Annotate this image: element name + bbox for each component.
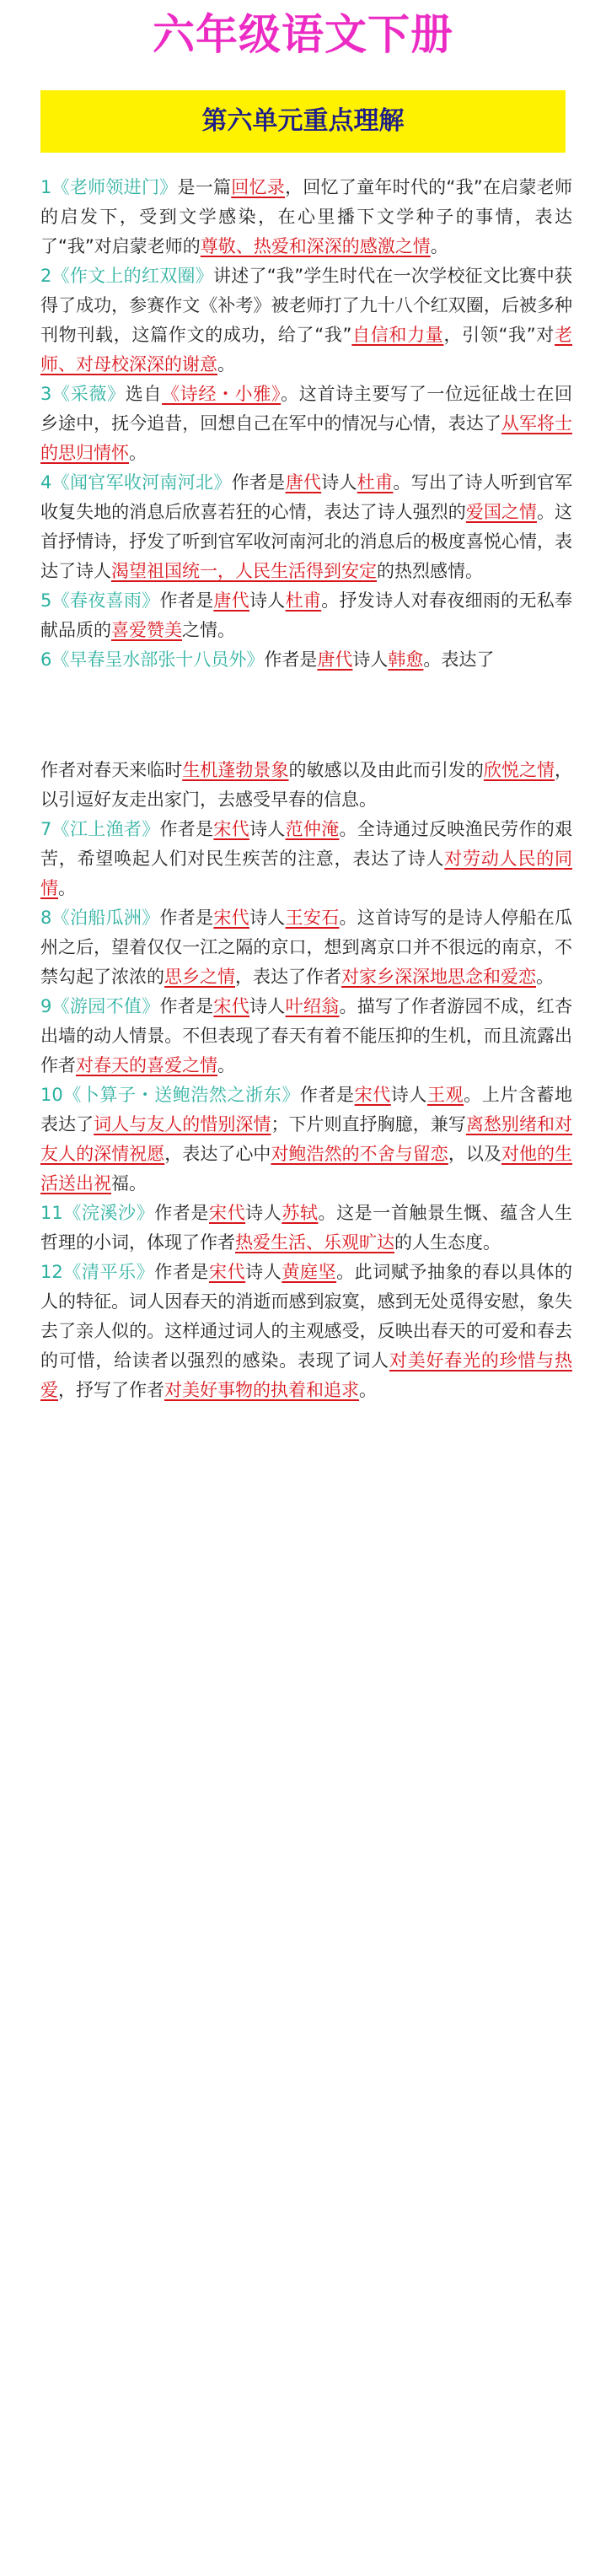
key-point: 范仲淹 <box>285 819 340 839</box>
body-text: 。表达了 <box>423 649 495 670</box>
body-text: 作者是 <box>159 908 214 928</box>
item-number: 5 <box>40 590 52 611</box>
body-text: 诗人 <box>321 472 357 493</box>
work-title: 《江上渔者》 <box>51 819 160 839</box>
work-title: 《老师领进门》 <box>51 177 178 197</box>
body-text: 福。 <box>111 1173 147 1194</box>
body-text: 。 <box>129 443 147 463</box>
key-point: 对鲍浩然的不舍与留恋 <box>271 1144 448 1164</box>
key-point: 杜甫 <box>357 472 394 493</box>
key-point: 自信和力量 <box>351 325 444 345</box>
body-text: 之情。 <box>182 620 235 640</box>
item-number: 2 <box>40 266 52 286</box>
key-point: 王观 <box>426 1085 464 1105</box>
body-text: 的敏感以及由此而引发的 <box>288 760 484 780</box>
body-text: 。写出了诗人听到官军收复失地的消息后欣喜若狂的心情，表达了诗人强烈的 <box>40 472 573 522</box>
key-point: 渴望祖国统一，人民生活得到安定 <box>111 561 377 581</box>
body-text: 。 <box>217 1055 235 1075</box>
key-point: 热爱生活、乐观旷达 <box>235 1232 394 1253</box>
note-paragraph <box>40 903 572 992</box>
body-text: 作者是 <box>299 1085 355 1105</box>
body-text: 作者是 <box>154 1203 209 1223</box>
item-number: 9 <box>40 996 52 1016</box>
body-text: 诗人 <box>249 908 286 928</box>
key-point: 离愁别绪和对友人的深情祝愿 <box>40 1114 573 1164</box>
key-point: 韩愈 <box>388 649 424 670</box>
body-text: 诗人 <box>245 1203 282 1223</box>
key-point: 对美好春光的珍惜与热爱 <box>40 1350 573 1400</box>
work-title: 《卜算子・送鲍浩然之浙东》 <box>62 1085 300 1105</box>
note-paragraph <box>40 1081 572 1199</box>
body-text: 。这首诗写的是诗人停船在瓜州之后，望着仅仅一江之隔的京口，想到离京口并不很远的南京，不禁勾起了浓浓的 <box>40 908 573 987</box>
note-paragraph <box>40 586 572 645</box>
item-number: 6 <box>40 649 52 670</box>
item-number: 10 <box>40 1085 63 1105</box>
key-point: 唐代 <box>285 472 322 493</box>
item-number: 3 <box>40 384 52 404</box>
note-paragraph <box>40 261 572 380</box>
key-point: 唐代 <box>213 590 249 611</box>
key-point: 宋代 <box>354 1085 391 1105</box>
note-paragraph <box>40 756 572 815</box>
section-banner <box>40 90 566 153</box>
key-point: 思乡之情 <box>164 967 235 987</box>
key-point: 宋代 <box>208 1203 246 1223</box>
body-text: ，表达了心中 <box>164 1144 271 1164</box>
body-text: 。这首抒情诗，抒发了听到官军收河南河北的消息后的极度喜悦心情，表达了诗人 <box>40 502 573 581</box>
work-title: 《采薇》 <box>51 384 126 404</box>
key-point: 宋代 <box>213 996 249 1016</box>
note-paragraph <box>40 468 572 586</box>
work-title: 《春夜喜雨》 <box>51 590 160 611</box>
item-number: 12 <box>40 1262 63 1282</box>
note-paragraph <box>40 1199 572 1258</box>
body-text: 。 <box>217 354 235 375</box>
key-point: 欣悦之情 <box>483 760 555 780</box>
key-point: 宋代 <box>213 819 249 839</box>
key-point: 杜甫 <box>285 590 322 611</box>
body-text: 作者是 <box>154 1262 209 1282</box>
section-subtitle: 第六单元重点理解 <box>201 106 405 136</box>
body-text: 。 <box>58 878 76 898</box>
key-point: 叶绍翁 <box>285 996 340 1016</box>
note-paragraph <box>40 815 572 903</box>
key-point: 黄庭坚 <box>282 1262 337 1282</box>
body-text: 诗人 <box>245 1262 282 1282</box>
page-title: 六年级语文下册 <box>153 10 453 59</box>
content-body <box>0 173 606 1405</box>
body-text: 。抒发诗人对春夜细雨的无私奉献品质的 <box>40 590 573 640</box>
body-text: 诗人 <box>249 590 286 611</box>
body-text: 作者对春天来临时 <box>40 760 183 780</box>
work-title: 《游园不值》 <box>51 996 160 1016</box>
body-text: 是一篇 <box>177 177 232 197</box>
key-point: 对家乡深深地思念和爱恋 <box>341 967 536 987</box>
body-text: ，抒写了作者 <box>58 1380 164 1400</box>
key-point: 回忆录 <box>231 177 286 197</box>
item-number: 7 <box>40 819 52 839</box>
body-text: 。全诗通过反映渔民劳作的艰苦，希望唤起人们对民生疾苦的注意，表达了诗人 <box>40 819 573 869</box>
body-text: 。这是一首触景生慨、蕴含人生哲理的小词，体现了作者 <box>40 1203 573 1253</box>
item-number: 1 <box>40 177 52 197</box>
key-point: 对春天的喜爱之情 <box>76 1055 217 1075</box>
body-text: ，以引逗好友走出家门，去感受早春的信息。 <box>40 760 573 810</box>
body-text: 作者是 <box>159 819 214 839</box>
body-text: ，引领“我”对 <box>443 325 555 345</box>
key-point: 尊敬、热爱和深深的感激之情 <box>200 236 431 256</box>
body-text: 。这首诗主要写了一位远征战士在回乡途中，抚今追昔，回想自己在军中的情况与心情，表达了 <box>40 384 573 434</box>
key-point: 词人与友人的惜别深情 <box>94 1114 271 1134</box>
body-text: 的人生态度。 <box>394 1232 501 1253</box>
key-point: 从军将士的思归情怀 <box>40 413 573 463</box>
body-text: 作者是 <box>159 996 214 1016</box>
body-text: 。此词赋予抽象的春以具体的人的特征。词人因春天的消逝而感到寂寞，感到无处觅得安慰，象失去了亲人似的。这样通过词人的主观感受，反映出春天的可爱和春去的可惜，给读者以强烈的感染。表现了词人 <box>40 1262 573 1371</box>
body-text: 。描写了作者游园不成，红杏出墙的动人情景。不但表现了春天有着不能压抑的生机，而且流露出作者 <box>40 996 573 1075</box>
body-text: ，回忆了童年时代的“我”在启蒙老师的启发下，受到文学感染，在心里播下文学种子的事情，表达了“我”对启蒙老师的 <box>40 177 573 256</box>
body-text: 诗人 <box>352 649 389 670</box>
note-paragraph <box>40 380 572 468</box>
body-text: ，表达了作者 <box>235 967 341 987</box>
body-text: 的热烈感情。 <box>377 561 483 581</box>
key-point: 喜爱赞美 <box>111 620 182 640</box>
key-point: 爱国之情 <box>465 502 537 522</box>
body-text: 讲述了“我”学生时代在一次学校征文比赛中获得了成功，参赛作文《补考》被老师打了九十八个红双圈，后被多种刊物刊载，这篇作文的成功，给了“我” <box>40 266 572 345</box>
key-point: 宋代 <box>208 1262 246 1282</box>
work-title: 《清平乐》 <box>62 1262 155 1282</box>
work-title: 《浣溪沙》 <box>62 1203 155 1223</box>
key-point: 苏轼 <box>282 1203 319 1223</box>
body-text: 。 <box>430 236 448 256</box>
key-point: 对劳动人民的同情 <box>40 849 573 898</box>
body-text: ，以及 <box>448 1144 501 1164</box>
body-text: ；下片则直抒胸臆，兼写 <box>271 1114 466 1134</box>
key-point: 生机蓬勃景象 <box>182 760 289 780</box>
body-text: 作者是 <box>264 649 318 670</box>
body-text: 作者是 <box>231 472 286 493</box>
body-text: 。 <box>536 967 554 987</box>
work-title: 《闻官军收河南河北》 <box>51 472 232 493</box>
body-text: 选自 <box>125 384 163 404</box>
work-title: 《作文上的红双圈》 <box>51 266 213 286</box>
key-point: 唐代 <box>317 649 353 670</box>
body-text: 。上片含蓄地表达了 <box>40 1085 573 1134</box>
key-point: 王安石 <box>285 908 340 928</box>
work-title: 《泊船瓜洲》 <box>51 908 160 928</box>
note-paragraph <box>40 645 572 675</box>
body-text: 。 <box>359 1380 377 1400</box>
key-point: 宋代 <box>213 908 249 928</box>
work-title: 《早春呈水部张十八员外》 <box>51 649 265 670</box>
key-point: 老师、对母校深深的谢意 <box>40 325 572 375</box>
note-paragraph <box>40 173 572 261</box>
item-number: 4 <box>40 472 52 493</box>
body-text: 诗人 <box>390 1085 427 1105</box>
key-point: 对美好事物的执着和追求 <box>164 1380 359 1400</box>
note-paragraph <box>40 1258 572 1405</box>
key-point: 对他的生活送出祝 <box>40 1144 573 1194</box>
body-text: 诗人 <box>249 996 286 1016</box>
item-number: 11 <box>40 1203 63 1223</box>
item-number: 8 <box>40 908 52 928</box>
key-point: 《诗经・小雅》 <box>162 384 282 404</box>
body-text: 诗人 <box>249 819 286 839</box>
note-paragraph <box>40 992 572 1081</box>
body-text: 作者是 <box>159 590 214 611</box>
